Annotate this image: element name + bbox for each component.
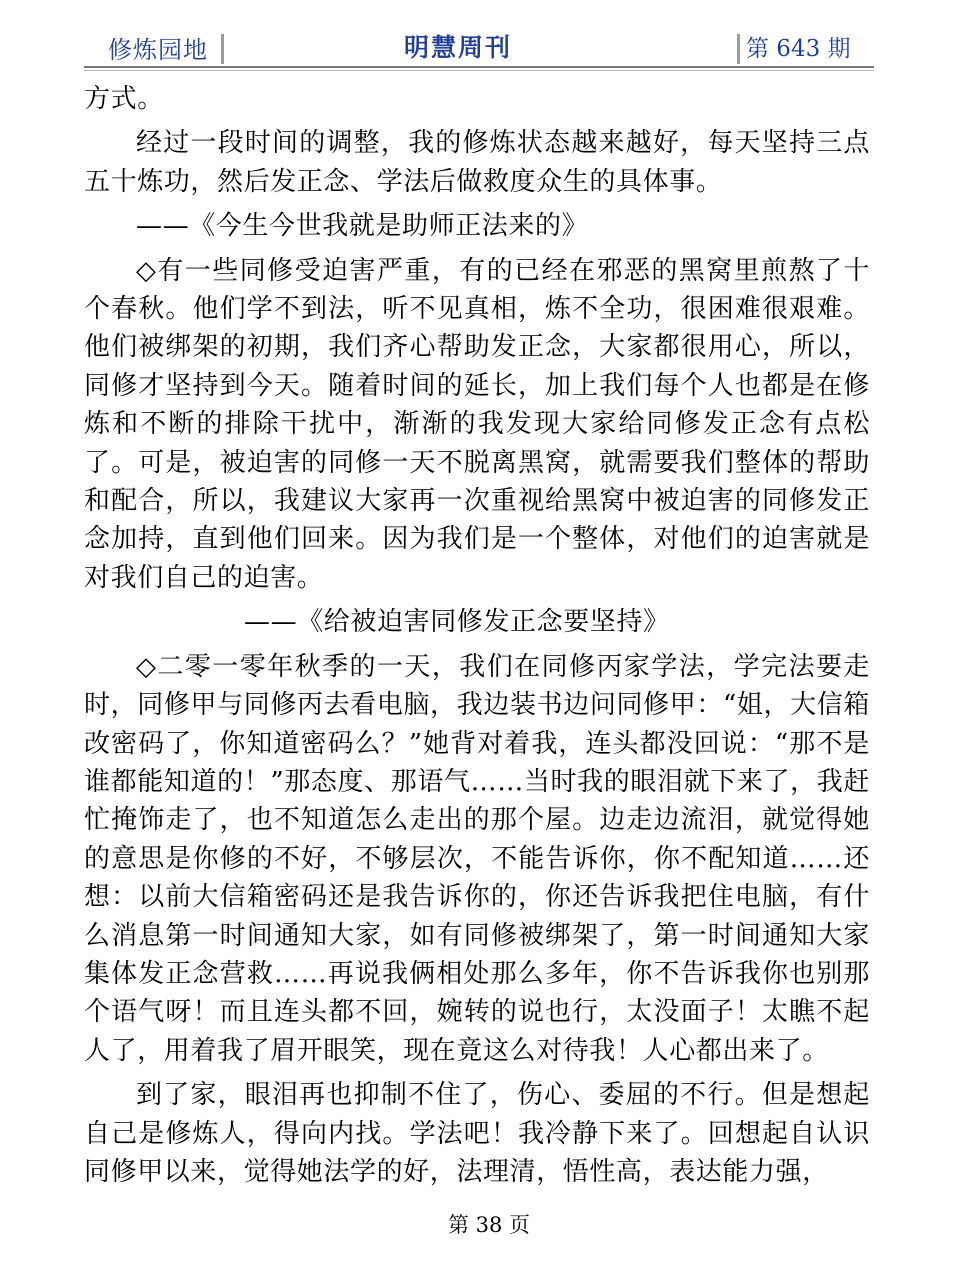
- paragraph: 经过一段时间的调整，我的修炼状态越来越好，每天坚持三点五十炼功，然后发正念、学法后做救度众生的具体事。: [84, 128, 870, 197]
- header-rule: [84, 66, 874, 68]
- issue-number: 第 643 期: [746, 36, 851, 62]
- paragraph: ◇二零一零年秋季的一天，我们在同修丙家学法，学完法要走时，同修甲与同修丙去看电脑，我边装书边问同修甲：“姐，大信箱改密码了，你知道密码么？”她背对着我，连头都没回说：“那不是谁都能知道的！”那态度、那语气……当时我的眼泪就下来了，我赶忙掩饰走了，也不知道怎么走出的那个屋。边走边流泪，就觉得她的意思是你修的不好，不够层次，不能告诉你，你不配知道……还想：以前大信箱密码还是我告诉你的，你还告诉我把住电脑，有什么消息第一时间通知大家，如有同修被绑架了，第一时间通知大家集体发正念营救……再说我俩相处那么多年，你不告诉我你也别那个语气呀！而且连头都不回，婉转的说也行，太没面子！太瞧不起人了，用着我了眉开眼笑，现在竟这么对待我！人心都出来了。: [84, 651, 870, 1066]
- page-header: [84, 26, 874, 66]
- source-citation: ——《今生今世我就是助师正法来的》: [136, 211, 589, 242]
- source-citation: ——《给被迫害同修发正念要坚持》: [244, 607, 670, 638]
- section-title: 修炼园地: [108, 36, 208, 64]
- header-divider: [737, 34, 740, 64]
- header-rule-thin: [84, 70, 874, 71]
- publication-title: 明慧周刊: [404, 33, 513, 62]
- article-body: [84, 80, 870, 1191]
- page-number: 第 38 页: [447, 1213, 531, 1237]
- paragraph: 到了家，眼泪再也抑制不住了，伤心、委屈的不行。但是想起自己是修炼人，得向内找。学法吧！我冷静下来了。回想起自认识同修甲以来，觉得她法学的好，法理清，悟性高，表达能力强，: [84, 1080, 870, 1187]
- paragraph: 方式。: [84, 84, 164, 114]
- header-divider: [221, 34, 224, 64]
- paragraph: ◇有一些同修受迫害严重，有的已经在邪恶的黑窝里煎熬了十个春秋。他们学不到法，听不见真相，炼不全功，很困难很艰难。他们被绑架的初期，我们齐心帮助发正念，大家都很用心，所以，同修才坚持到今天。随着时间的延长，加上我们每个人也都是在修炼和不断的排除干扰中，渐渐的我发现大家给同修发正念有点松了。可是，被迫害的同修一天不脱离黑窝，就需要我们整体的帮助和配合，所以，我建议大家再一次重视给黑窝中被迫害的同修发正念加持，直到他们回来。因为我们是一个整体，对他们的迫害就是对我们自己的迫害。: [84, 255, 870, 593]
